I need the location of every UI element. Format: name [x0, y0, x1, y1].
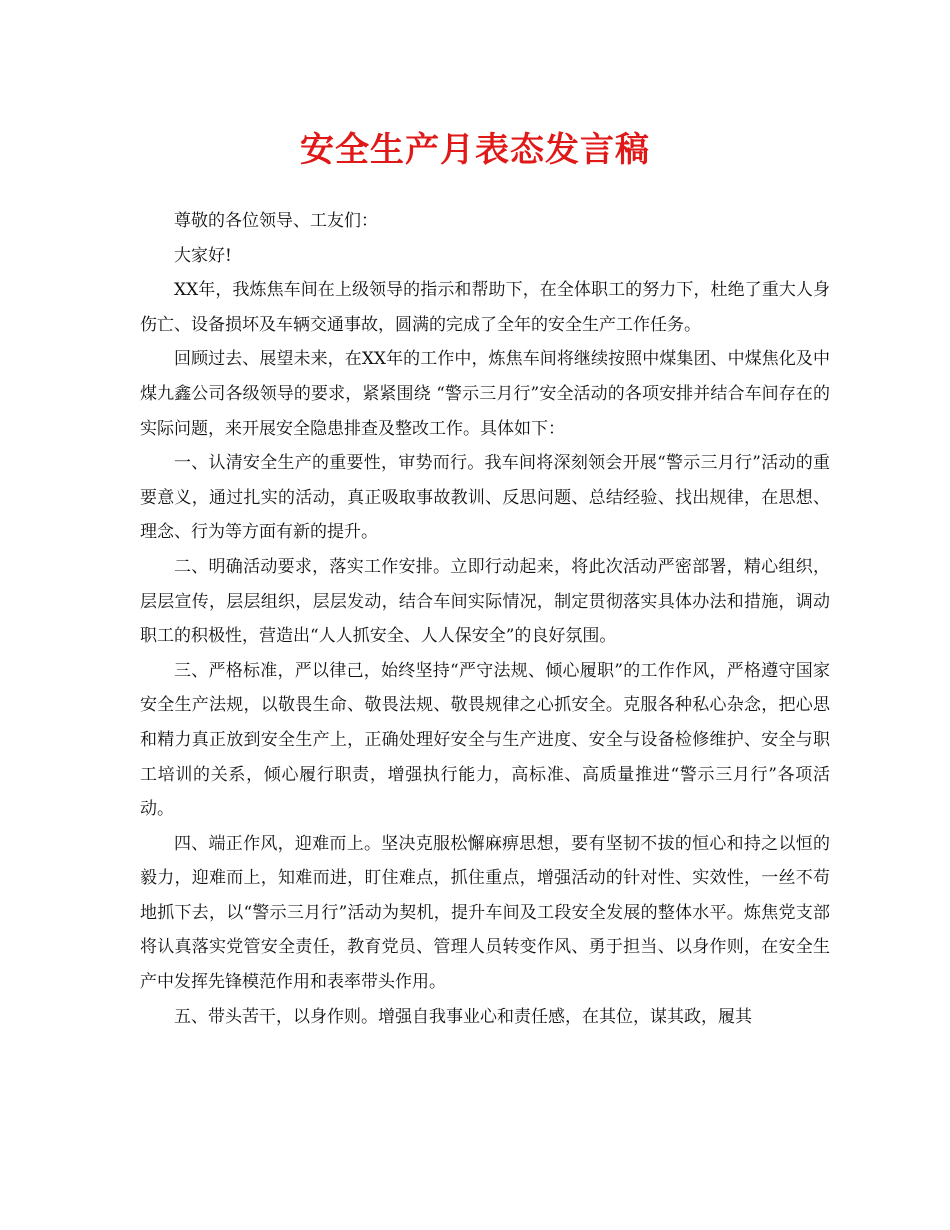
paragraph-point-4: 四、端正作风，迎难而上。坚决克服松懈麻痹思想，要有坚韧不拔的恒心和持之以恒的毅力，迎难而上，知难而进，盯住难点，抓住重点，增强活动的针对性、实效性，一丝不苟地抓下去，以“警示三月行”活动为契机，提升车间及工段安全发展的整体水平。炼焦党支部将认真落实党管安全责任，教育党员、管理人员转变作风、勇于担当、以身作则，在安全生产中发挥先锋模范作用和表率带头作用。 [140, 833, 830, 993]
paragraph-point-1: 一、认清安全生产的重要性，审势而行。我车间将深刻领会开展“警示三月行”活动的重要意义，通过扎实的活动，真正吸取事故教训、反思问题、总结经验、找出规律，在思想、理念、行为等方面有新的提升。 [140, 453, 830, 543]
paragraph-achievements: XX年，我炼焦车间在上级领导的指示和帮助下，在全体职工的努力下，杜绝了重大人身伤亡、设备损坏及车辆交通事故，圆满的完成了全年的安全生产工作任务。 [140, 280, 830, 335]
document-title: 安全生产月表态发言稿 [300, 130, 650, 170]
paragraph-outlook: 回顾过去、展望未来，在XX年的工作中，炼焦车间将继续按照中煤集团、中煤焦化及中煤九鑫公司各级领导的要求，紧紧围绕 “警示三月行”安全活动的各项安排并结合车间存在的实际问题，来开展安全隐患排查及整改工作。具体如下： [140, 349, 830, 439]
greeting-line: 尊敬的各位领导、工友们： [174, 211, 378, 231]
salutation-line: 大家好! [174, 245, 232, 266]
document-body [140, 204, 830, 1034]
paragraph-point-3: 三、严格标准，严以律己，始终坚持“严守法规、倾心履职”的工作作风，严格遵守国家安全生产法规，以敬畏生命、敬畏法规、敬畏规律之心抓安全。克服各种私心杂念，把心思和精力真正放到安全生产上，正确处理好安全与生产进度、安全与设备检修维护、安全与职工培训的关系，倾心履行职责，增强执行能力，高标准、高质量推进“警示三月行”各项活动。 [140, 660, 830, 820]
paragraph-point-2: 二、明确活动要求，落实工作安排。立即行动起来，将此次活动严密部署，精心组织，层层宣传，层层组织，层层发动，结合车间实际情况，制定贯彻落实具体办法和措施，调动职工的积极性，营造出“人人抓安全、人人保安全”的良好氛围。 [140, 556, 830, 647]
paragraph-point-5: 五、带头苦干，以身作则。增强自我事业心和责任感，在其位，谋其政，履其 [174, 1006, 752, 1027]
